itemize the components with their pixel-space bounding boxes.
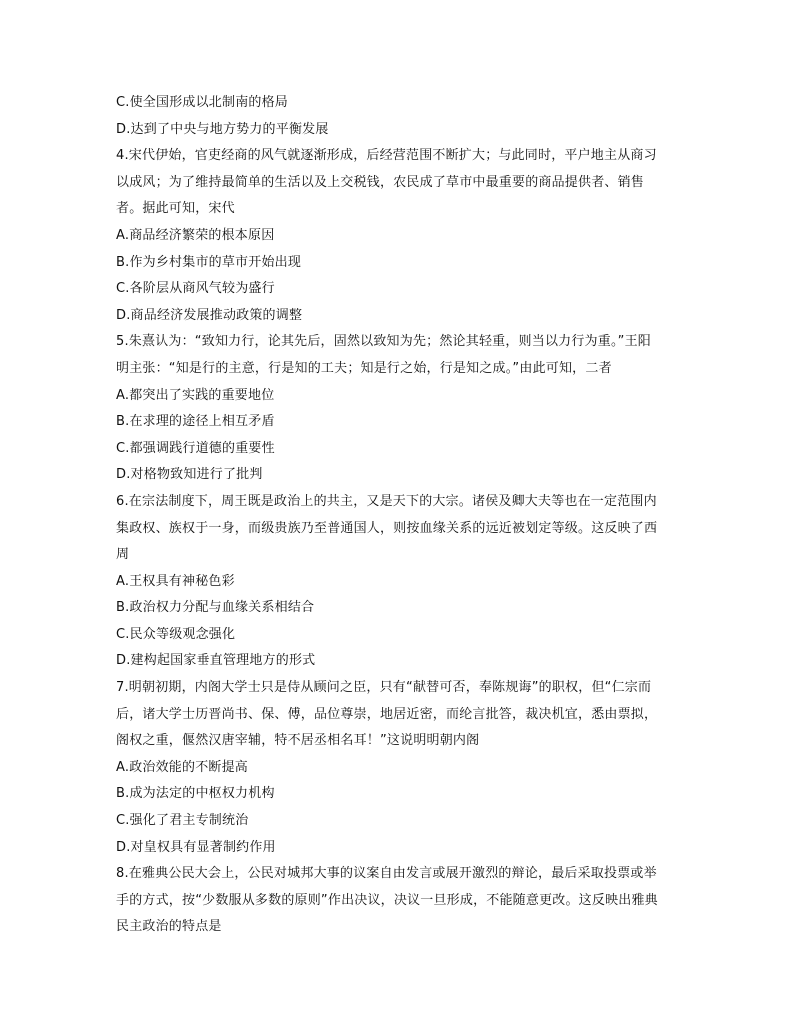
text-line: 后，诸大学士历晋尚书、保、傅，品位尊崇，地居近密，而纶言批答，裁决机宜，悉由票拟， [116,706,658,722]
text-line: 6.在宗法制度下，周王既是政治上的共主，又是天下的大宗。诸侯及卿大夫等也在一定范围内 [116,493,657,509]
text-line: D.对格物致知进行了批判 [116,467,263,483]
text-line: C.民众等级观念强化 [116,626,236,642]
question-text-block [116,90,682,941]
text-line: C.强化了君主专制统治 [116,813,249,829]
text-line: A.政治效能的不断提高 [116,759,248,775]
text-line: A.商品经济繁荣的根本原因 [116,227,275,243]
text-line: 阁权之重，偃然汉唐宰辅，特不居丞相名耳！”这说明明朝内阁 [116,733,480,749]
text-line: B.政治权力分配与血缘关系相结合 [116,600,315,616]
text-line: D.达到了中央与地方势力的平衡发展 [116,121,329,137]
text-line: 明主张：“知是行的主意，行是知的工夫；知是行之始，行是知之成。”由此可知，二者 [116,360,612,376]
text-line: 周 [116,547,130,563]
text-line: 以成风；为了维持最简单的生活以及上交税钱，农民成了草市中最重要的商品提供者、销售 [116,174,645,190]
text-line: B.在求理的途径上相互矛盾 [116,414,275,430]
text-line: B.作为乡村集市的草市开始出现 [116,254,302,270]
text-line: B.成为法定的中枢权力机构 [116,786,275,802]
text-line: 5.朱熹认为：“致知力行，论其先后，固然以致知为先；然论其轻重，则当以力行为重。”王阳 [116,334,651,350]
text-line: 8.在雅典公民大会上，公民对城邦大事的议案自由发言或展开激烈的辩论，最后采取投票或举 [116,866,657,882]
text-line: 手的方式，按“少数服从多数的原则”作出决议，决议一旦形成，不能随意更改。这反映出雅典 [116,892,658,908]
text-line: D.对皇权具有显著制约作用 [116,839,276,855]
text-line: 4.宋代伊始，官吏经商的风气就逐渐形成，后经营范围不断扩大；与此同时，平户地主从商习 [116,148,657,164]
text-line: 集政权、族权于一身，而级贵族乃至普通国人，则按血缘关系的远近被划定等级。这反映了西 [116,520,658,536]
text-line: C.使全国形成以北制南的格局 [116,95,289,110]
text-line: A.王权具有神秘色彩 [116,573,235,589]
text-line: D.建构起国家垂直管理地方的形式 [116,653,316,669]
text-line: C.都强调践行道德的重要性 [116,440,275,456]
text-line: 民主政治的特点是 [116,919,222,935]
text-line: C.各阶层从商风气较为盛行 [116,281,275,297]
text-line: D.商品经济发展推动政策的调整 [116,307,303,323]
text-line: 者。据此可知，宋代 [116,201,235,217]
text-line: A.都突出了实践的重要地位 [116,387,275,403]
text-line: 7.明朝初期，内阁大学士只是侍从顾问之臣，只有“献替可否，奉陈规诲”的职权，但“仁宗而 [116,680,652,696]
